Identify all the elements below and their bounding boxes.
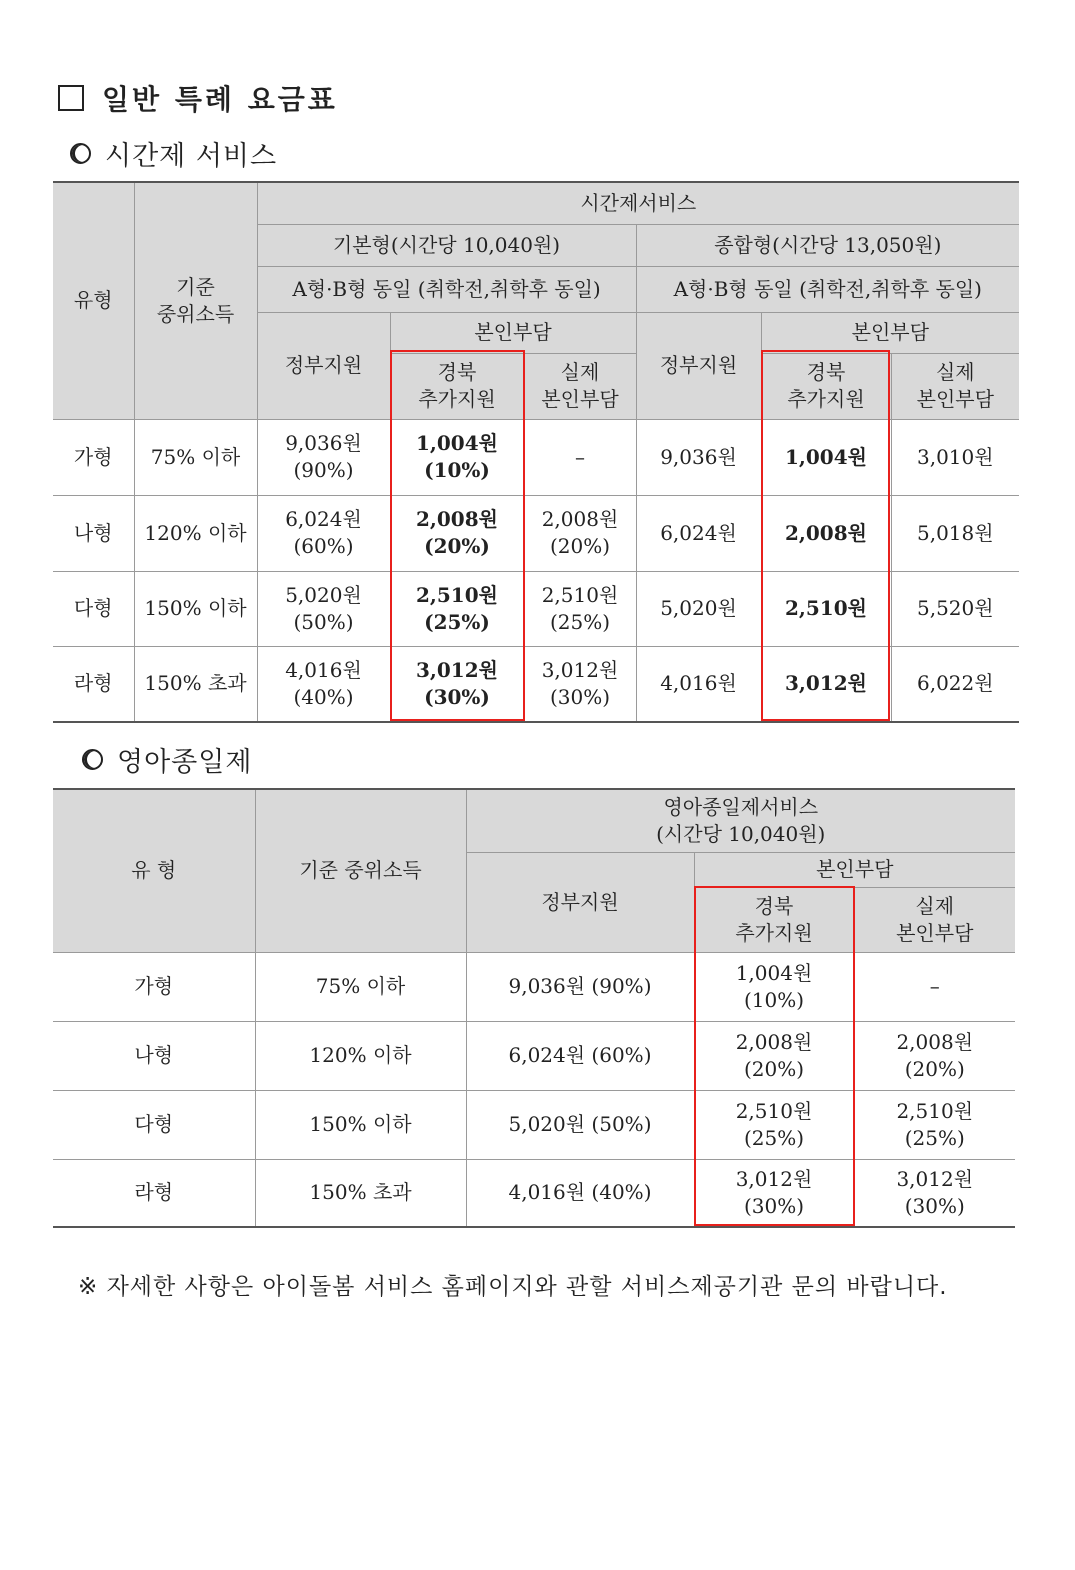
- gb-cell: 2,008원 (20%): [694, 1021, 854, 1090]
- col-type-header: 유형: [53, 182, 134, 419]
- basic-gb-cell: 2,510원 (25%): [390, 571, 524, 646]
- basic-gb-extra-header: 경북 추가지원: [390, 353, 524, 419]
- basic-actual-cell: 3,012원 (30%): [524, 646, 636, 722]
- comp-gov-support-header: 정부지원: [636, 312, 761, 419]
- comp-gb-cell: 2,510원: [761, 571, 891, 646]
- comp-gb-cell: 2,008원: [761, 495, 891, 571]
- type-cell: 라형: [53, 646, 134, 722]
- section2-heading: [82, 740, 252, 779]
- type-cell: 라형: [53, 1159, 255, 1227]
- section1-heading-text: 시간제 서비스: [105, 141, 278, 172]
- comp-actual-cell: 3,010원: [891, 419, 1019, 495]
- basic-same-note: A형·B형 동일 (취학전,취학후 동일): [257, 266, 636, 312]
- hourly-service-table: [53, 181, 1019, 723]
- basic-type-header: 기본형(시간당 10,040원): [257, 224, 636, 266]
- comprehensive-type-header: 종합형(시간당 13,050원): [636, 224, 1019, 266]
- comp-actual-self-header: 실제 본인부담: [891, 353, 1019, 419]
- basic-gov-cell: 4,016원 (40%): [257, 646, 390, 722]
- actual-self-header: 실제 본인부담: [854, 887, 1015, 952]
- basic-gb-cell: 3,012원 (30%): [390, 646, 524, 722]
- comprehensive-same-note: A형·B형 동일 (취학전,취학후 동일): [636, 266, 1019, 312]
- comp-gb-extra-header: 경북 추가지원: [761, 353, 891, 419]
- type-cell: 나형: [53, 495, 134, 571]
- infant-fullday-table: [53, 788, 1015, 1228]
- income-cell: 75% 이하: [255, 952, 466, 1021]
- comp-actual-cell: 6,022원: [891, 646, 1019, 722]
- actual-cell: 2,510원 (25%): [854, 1090, 1015, 1159]
- service-header: 시간제서비스: [257, 182, 1019, 224]
- comp-gov-cell: 5,020원: [636, 571, 761, 646]
- comp-gov-cell: 4,016원: [636, 646, 761, 722]
- type-cell: 가형: [53, 952, 255, 1021]
- table-row: [53, 1090, 1015, 1159]
- income-cell: 120% 이하: [134, 495, 257, 571]
- table-row: [53, 952, 1015, 1021]
- comp-gb-cell: 1,004원: [761, 419, 891, 495]
- col-income-header: 기준 중위소득: [255, 789, 466, 952]
- income-cell: 150% 이하: [134, 571, 257, 646]
- bullet-circle-icon: [70, 143, 91, 164]
- basic-gov-cell: 5,020원 (50%): [257, 571, 390, 646]
- basic-gov-cell: 9,036원 (90%): [257, 419, 390, 495]
- basic-gb-cell: 2,008원 (20%): [390, 495, 524, 571]
- checkbox-square-icon: [58, 85, 84, 111]
- page-title-text: 일반 특례 요금표: [102, 83, 338, 116]
- actual-cell: –: [854, 952, 1015, 1021]
- table-row: [53, 1021, 1015, 1090]
- table-row: [53, 1159, 1015, 1227]
- col-income-header: 기준 중위소득: [134, 182, 257, 419]
- self-burden-header: 본인부담: [694, 852, 1015, 887]
- income-cell: 150% 이하: [255, 1090, 466, 1159]
- gov-cell: 4,016원 (40%): [466, 1159, 694, 1227]
- type-cell: 다형: [53, 571, 134, 646]
- gb-cell: 2,510원 (25%): [694, 1090, 854, 1159]
- comp-actual-cell: 5,520원: [891, 571, 1019, 646]
- table-row: [53, 571, 1019, 646]
- actual-cell: 3,012원 (30%): [854, 1159, 1015, 1227]
- comp-gov-cell: 6,024원: [636, 495, 761, 571]
- basic-self-burden-header: 본인부담: [390, 312, 636, 353]
- type-cell: 다형: [53, 1090, 255, 1159]
- col-type-header: 유 형: [53, 789, 255, 952]
- gov-support-header: 정부지원: [466, 852, 694, 952]
- page-title: [58, 78, 338, 118]
- basic-actual-self-header: 실제 본인부담: [524, 353, 636, 419]
- basic-actual-cell: 2,008원 (20%): [524, 495, 636, 571]
- actual-cell: 2,008원 (20%): [854, 1021, 1015, 1090]
- comp-gov-cell: 9,036원: [636, 419, 761, 495]
- table-row: [53, 646, 1019, 722]
- table-row: [53, 419, 1019, 495]
- footnote: ※ 자세한 사항은 아이돌봄 서비스 홈페이지와 관할 서비스제공기관 문의 바랍니다.: [78, 1274, 948, 1300]
- income-cell: 75% 이하: [134, 419, 257, 495]
- income-cell: 120% 이하: [255, 1021, 466, 1090]
- section2-heading-text: 영아종일제: [117, 747, 253, 778]
- gov-cell: 5,020원 (50%): [466, 1090, 694, 1159]
- basic-gov-cell: 6,024원 (60%): [257, 495, 390, 571]
- bullet-circle-icon: [82, 749, 103, 770]
- section1-heading: [70, 134, 277, 173]
- income-cell: 150% 초과: [255, 1159, 466, 1227]
- comp-actual-cell: 5,018원: [891, 495, 1019, 571]
- basic-actual-cell: 2,510원 (25%): [524, 571, 636, 646]
- basic-gb-cell: 1,004원 (10%): [390, 419, 524, 495]
- type-cell: 가형: [53, 419, 134, 495]
- gb-extra-header: 경북 추가지원: [694, 887, 854, 952]
- gov-cell: 6,024원 (60%): [466, 1021, 694, 1090]
- comp-gb-cell: 3,012원: [761, 646, 891, 722]
- service-header: 영아종일제서비스 (시간당 10,040원): [466, 789, 1015, 852]
- type-cell: 나형: [53, 1021, 255, 1090]
- basic-gov-support-header: 정부지원: [257, 312, 390, 419]
- gov-cell: 9,036원 (90%): [466, 952, 694, 1021]
- table-row: [53, 495, 1019, 571]
- gb-cell: 1,004원 (10%): [694, 952, 854, 1021]
- comp-self-burden-header: 본인부담: [761, 312, 1019, 353]
- basic-actual-cell: –: [524, 419, 636, 495]
- income-cell: 150% 초과: [134, 646, 257, 722]
- gb-cell: 3,012원 (30%): [694, 1159, 854, 1227]
